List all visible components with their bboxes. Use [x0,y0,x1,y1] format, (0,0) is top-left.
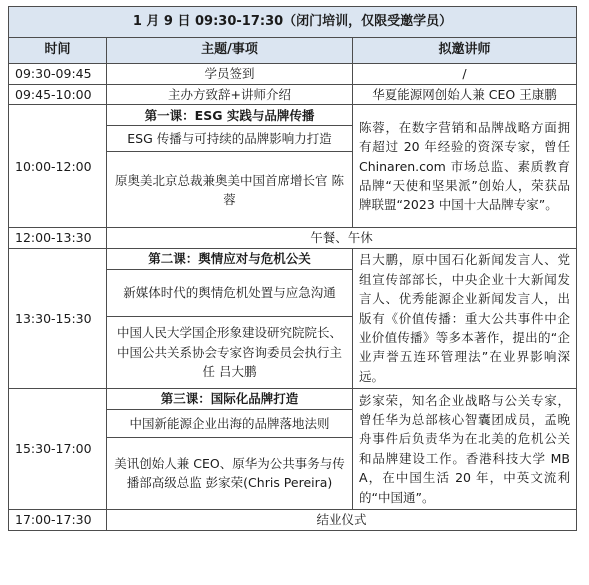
topic-cell: 结业仪式 [107,509,577,530]
column-header-time: 时间 [9,38,107,64]
time-cell: 10:00-12:00 [9,105,107,228]
table-row-checkin [9,64,577,85]
speaker-bio: 彭家荣，知名企业战略与公关专家，曾任华为总部核心智囊团成员，孟晚舟事件后负责华为在北美的危机公关和品牌建设工作。香港科技大学 MBA，在中国生活 20 年，中英文流利的“中国通”。 [353,388,577,509]
training-schedule-table [8,6,577,531]
table-row-lesson2-title [9,248,577,269]
time-cell: 15:30-17:00 [9,388,107,509]
lesson-title: 第一课：ESG 实践与品牌传播 [107,105,353,126]
lesson-title: 第二课：舆情应对与危机公关 [107,248,353,269]
column-header-topic: 主题/事项 [107,38,353,64]
topic-cell: 主办方致辞+讲师介绍 [107,85,353,105]
column-header-speaker: 拟邀讲师 [353,38,577,64]
table-row-lunch [9,228,577,248]
topic-cell: 午餐、午休 [107,228,577,248]
lesson-topic: 中国新能源企业出海的品牌落地法则 [107,409,353,437]
time-cell: 12:00-13:30 [9,228,107,248]
table-row-lesson1-title [9,105,577,126]
table-row-opening [9,85,577,105]
title-row [9,7,577,38]
speaker-bio: 陈蓉，在数字营销和品牌战略方面拥有超过 20 年经验的资深专家，曾任 Chinaren.com 市场总监、素质教育品牌“天使和坚果派”创始人，荣获品牌联盟“2023 中国十大品牌专家”。 [353,105,577,228]
speaker-cell: 华夏能源网创始人兼 CEO 王康鹏 [353,85,577,105]
lesson-title: 第三课：国际化品牌打造 [107,388,353,409]
time-cell: 09:45-10:00 [9,85,107,105]
time-cell: 13:30-15:30 [9,248,107,388]
lesson-topic: ESG 传播与可持续的品牌影响力打造 [107,126,353,152]
time-cell: 09:30-09:45 [9,64,107,85]
schedule-title: 1 月 9 日 09:30-17:30（闭门培训，仅限受邀学员） [9,7,577,38]
lesson-lecturer: 中国人民大学国企形象建设研究院院长、中国公共关系协会专家咨询委员会执行主任 吕大鹏 [107,316,353,388]
column-header-row [9,38,577,64]
table-row-closing [9,509,577,530]
lesson-topic: 新媒体时代的舆情危机处置与应急沟通 [107,269,353,316]
time-cell: 17:00-17:30 [9,509,107,530]
speaker-cell: / [353,64,577,85]
table-row-lesson3-title [9,388,577,409]
lesson-lecturer: 美讯创始人兼 CEO、原华为公共事务与传播部高级总监 彭家荣(Chris Pereira) [107,437,353,509]
topic-cell: 学员签到 [107,64,353,85]
lesson-lecturer: 原奥美北京总裁兼奥美中国首席增长官 陈蓉 [107,152,353,228]
speaker-bio: 吕大鹏，原中国石化新闻发言人、党组宣传部部长，中央企业十大新闻发言人、优秀能源企业新闻发言人，出版有《价值传播：重大公共事件中企业价值传播》等多本著作，提出的“企业声誉五连环管理法”在业界影响深远。 [353,248,577,388]
